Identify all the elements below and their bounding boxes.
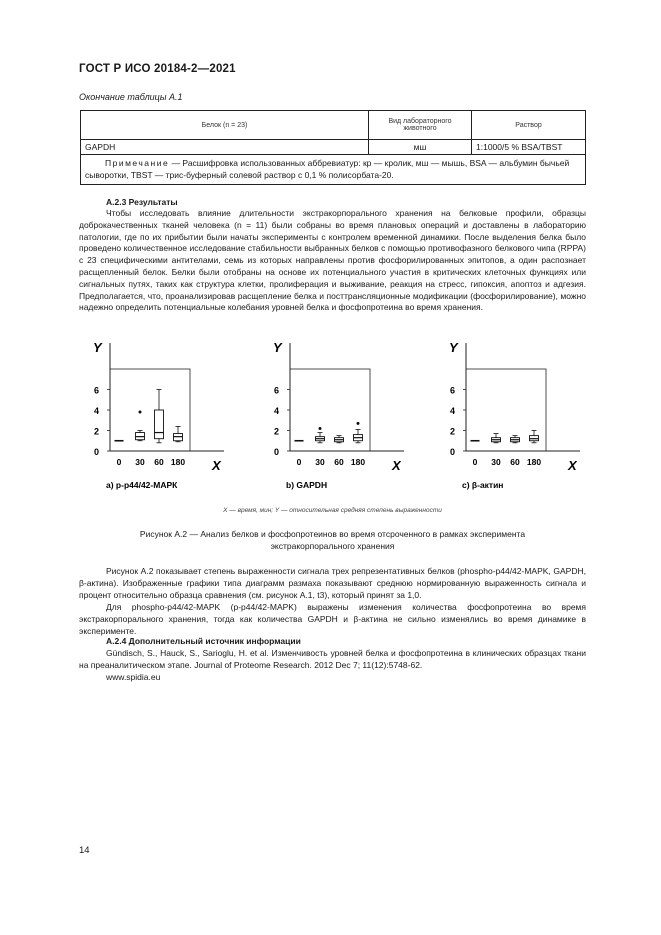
outlier-point: [139, 411, 142, 414]
y-tick-label: 4: [94, 406, 100, 416]
figure-legend: X — время, мин; Y — относительная средняя степень выраженности: [223, 507, 442, 514]
figure-caption-line2: экстракорпорального хранения: [270, 540, 395, 551]
section-heading-a23: А.2.3 Результаты: [106, 197, 178, 207]
note-text: — Расшифровка использованных аббревиатур: кр — кролик, мш — мышь, BSA — альбумин бычьей сыворотки, TBST — трис-буферный солевой раствор с 0,1 % полисорбата-20.: [85, 158, 570, 180]
panel-label: a) p-p44/42-МАРК: [106, 480, 178, 490]
note-head: Примечание: [105, 158, 170, 168]
y-tick-label: 2: [274, 426, 280, 437]
x-tick-label: 0: [296, 457, 302, 467]
y-tick-label: 4: [274, 406, 280, 416]
y-axis-label: Y: [93, 340, 102, 355]
table-caption: Окончание таблицы А.1: [79, 92, 183, 102]
y-tick-label: 4: [450, 406, 456, 416]
x-tick-label: 60: [154, 457, 164, 467]
reference-url: www.spidia.eu: [106, 672, 161, 682]
boxplot-figure: [79, 336, 586, 496]
x-tick-label: 0: [116, 457, 122, 467]
cell-dilution: 1:1000/5 % BSA/TBST: [472, 140, 586, 155]
table-note-row: [81, 155, 586, 185]
col-animal: Вид лабораторного животного: [369, 111, 472, 140]
x-tick-label: 30: [491, 457, 501, 467]
x-axis-label: X: [212, 458, 221, 473]
y-tick-label: 0: [94, 447, 100, 457]
x-tick-label: 30: [315, 457, 325, 467]
x-tick-label: 30: [135, 457, 145, 467]
y-tick-label: 6: [450, 385, 456, 396]
figure-description-paragraph: Рисунок А.2 показывает степень выраженности сигнала трех репрезентативных белков (phospho-p44/42-MAPK, GAPDH, β-актина). Изображенные графики типа диаграмм размаха показывают среднюю нормированную выраженность сигнала и процент относительно образца сравнения (см. рисунок А.1, t3), который принят за 1,0.: [79, 566, 586, 600]
x-axis-label: X: [568, 458, 577, 473]
section-heading-a24: А.2.4 Дополнительный источник информации: [106, 636, 301, 646]
col-protein: Белок (n = 23): [81, 111, 369, 140]
y-axis-label: Y: [273, 340, 282, 355]
y-tick-label: 6: [274, 385, 280, 396]
y-tick-label: 0: [274, 447, 280, 457]
mapk-paragraph: Для phospho-p44/42-MAPK (p-p44/42-MAPK) выражены изменения количества фосфопротеина во время экстракорпорального хранения, тогда как количества GAPDH и β-актина не сильно изменялись во время динамике в эксперименте.: [79, 602, 586, 636]
results-paragraph: Чтобы исследовать влияние длительности экстракорпорального хранения на белковые профили, образцы доброкачественных тканей человека (n = 11) были собраны во время плановых операций и доставлены в лабораторию патологии, где по их прибытии были начаты эксперименты с контролем временной динамики. После выделения белка было проведено количественное исследование стабильности выбранных белков с помощью противофазного белкового чипа (RPPA) с 23 специфическими антителами, семь из которых направлены против фосфорилированных эпитопов, а один распознает расщепленный белок. Белки были отобраны на основе их потенциального участия в критических клеточных функциях или сигнальных путях, таких как структура клетки, пролиферация и выживание, реакция на стресс, гипоксия, апоптоз и адгезия. Предполагается, что, проанализировав расщепление белка и посттрансляционные модификации (фосфорилирование), можно надежно определить потенциальные колебания уровней белка и фосфопротеина во время хранения.: [79, 208, 586, 313]
x-tick-label: 0: [472, 457, 478, 467]
table-header-row: [81, 111, 586, 140]
y-tick-label: 2: [94, 426, 100, 437]
panel-label: b) GAPDH: [286, 480, 328, 490]
cell-animal: мш: [369, 140, 472, 155]
y-tick-label: 2: [450, 426, 456, 437]
table-note: [81, 155, 586, 185]
antibody-table: [80, 110, 586, 185]
y-tick-label: 6: [94, 385, 100, 396]
figure-caption: [79, 529, 586, 552]
x-axis-label: X: [392, 458, 401, 473]
box: [155, 410, 164, 439]
cell-protein: GAPDH: [81, 140, 369, 155]
table-row: [81, 140, 586, 155]
panel-label: c) β-актин: [462, 480, 504, 490]
x-tick-label: 180: [350, 457, 366, 467]
x-tick-label: 60: [510, 457, 520, 467]
x-tick-label: 180: [170, 457, 186, 467]
y-axis-label: Y: [449, 340, 458, 355]
outlier-point: [319, 427, 322, 430]
col-dilution: Раствор: [472, 111, 586, 140]
x-tick-label: 180: [526, 457, 542, 467]
figure-caption-line1: Рисунок А.2 — Анализ белков и фосфопротеинов во время отсроченного в рамках эксперимента: [139, 529, 526, 539]
x-tick-label: 60: [334, 457, 344, 467]
outlier-point: [357, 422, 360, 425]
page-number: 14: [79, 845, 90, 856]
reference-text: Gündisch, S., Hauck, S., Sarioglu, H. et al. Изменчивость уровней белка и фосфопротеина в клинических образцах ткани на преаналитическом этапе. Journal of Proteome Research. 2012 Dec 7; 11(12):5748-62.: [79, 648, 586, 670]
document-header: ГОСТ Р ИСО 20184-2—2021: [79, 63, 236, 75]
y-tick-label: 0: [450, 447, 456, 457]
